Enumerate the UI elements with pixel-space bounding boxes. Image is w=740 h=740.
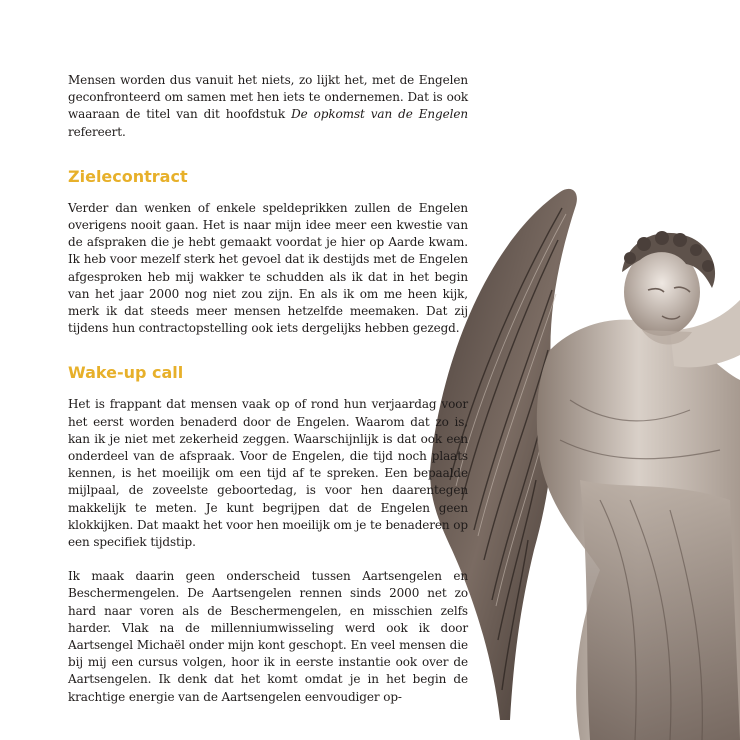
wake-up-call-paragraph-1: Het is frappant dat mensen vaak op of rond hun verjaardag voor het eerst worden benaderd door de Engelen. Waarom dat zo is, kan ik je niet met zekerheid zeggen. Waarschijnlijk is dat ook een onderdeel van de afspraak. Voor de Engelen, die tijd noch plaats kennen, is het moeilijk om een tijd af te spreken. Een bepaalde mijlpaal, de zoveelste geboortedag, is voor hen daarentegen makkelijk te meten. Je kunt begrijpen dat de Engelen geen klokkijken. Dat maakt het voor hen moeilijk om je te benaderen op een specifiek tijdstip. — [68, 397, 468, 550]
angel-statue-image — [430, 180, 740, 740]
intro-text-after: refereert. — [68, 124, 126, 139]
wake-up-call-paragraph-2: Ik maak daarin geen onderscheid tussen Aartsengelen en Beschermengelen. De Aartsengelen rennen sinds 2000 net zo hard naar voren als de Beschermengelen, en misschien zelfs harder. Vlak na de millenniumwisseling werd ook ik door Aartsengel Michaël onder mijn kont geschopt. En veel mensen die bij mij een cursus volgen, hoor ik in eerste instantie ook over de Aartsengelen. Ik denk dat het komt omdat je in het begin de krachtige energie van de Aartsengelen eenvoudiger op- — [68, 569, 468, 704]
angel-body — [537, 320, 740, 740]
zielecontract-paragraph: Verder dan wenken of enkele speldeprikken zullen de Engelen overigens nooit gaan. Het is naar mijn idee meer een kwestie van de afspraken die je hebt gemaakt voordat je hier op Aarde kwam. Ik heb voor mezelf sterk het gevoel dat ik destijds met de Engelen afgesproken heb mij wakker te schudden als ik dat in het begin van het jaar 2000 nog niet zou zijn. En als ik om me heen kijk, merk ik dat steeds meer mensen hetzelfde meemaken. Dat zij tijdens hun contractopstelling ook iets dergelijks hebben gezegd. — [68, 200, 468, 336]
section-heading-wake-up-call: Wake-up call — [68, 363, 184, 383]
chapter-title-reference: De opkomst van de Engelen — [291, 107, 468, 122]
intro-paragraph — [68, 72, 468, 141]
section-heading-zielecontract: Zielecontract — [68, 166, 188, 186]
intro-text-before: Mensen worden dus vanuit het niets, zo lijkt het, met de Engelen geconfronteerd om samen met hen iets te ondernemen. Dat is ook waaraan de titel van dit hoofdstuk — [68, 73, 468, 122]
text-column — [68, 72, 468, 706]
